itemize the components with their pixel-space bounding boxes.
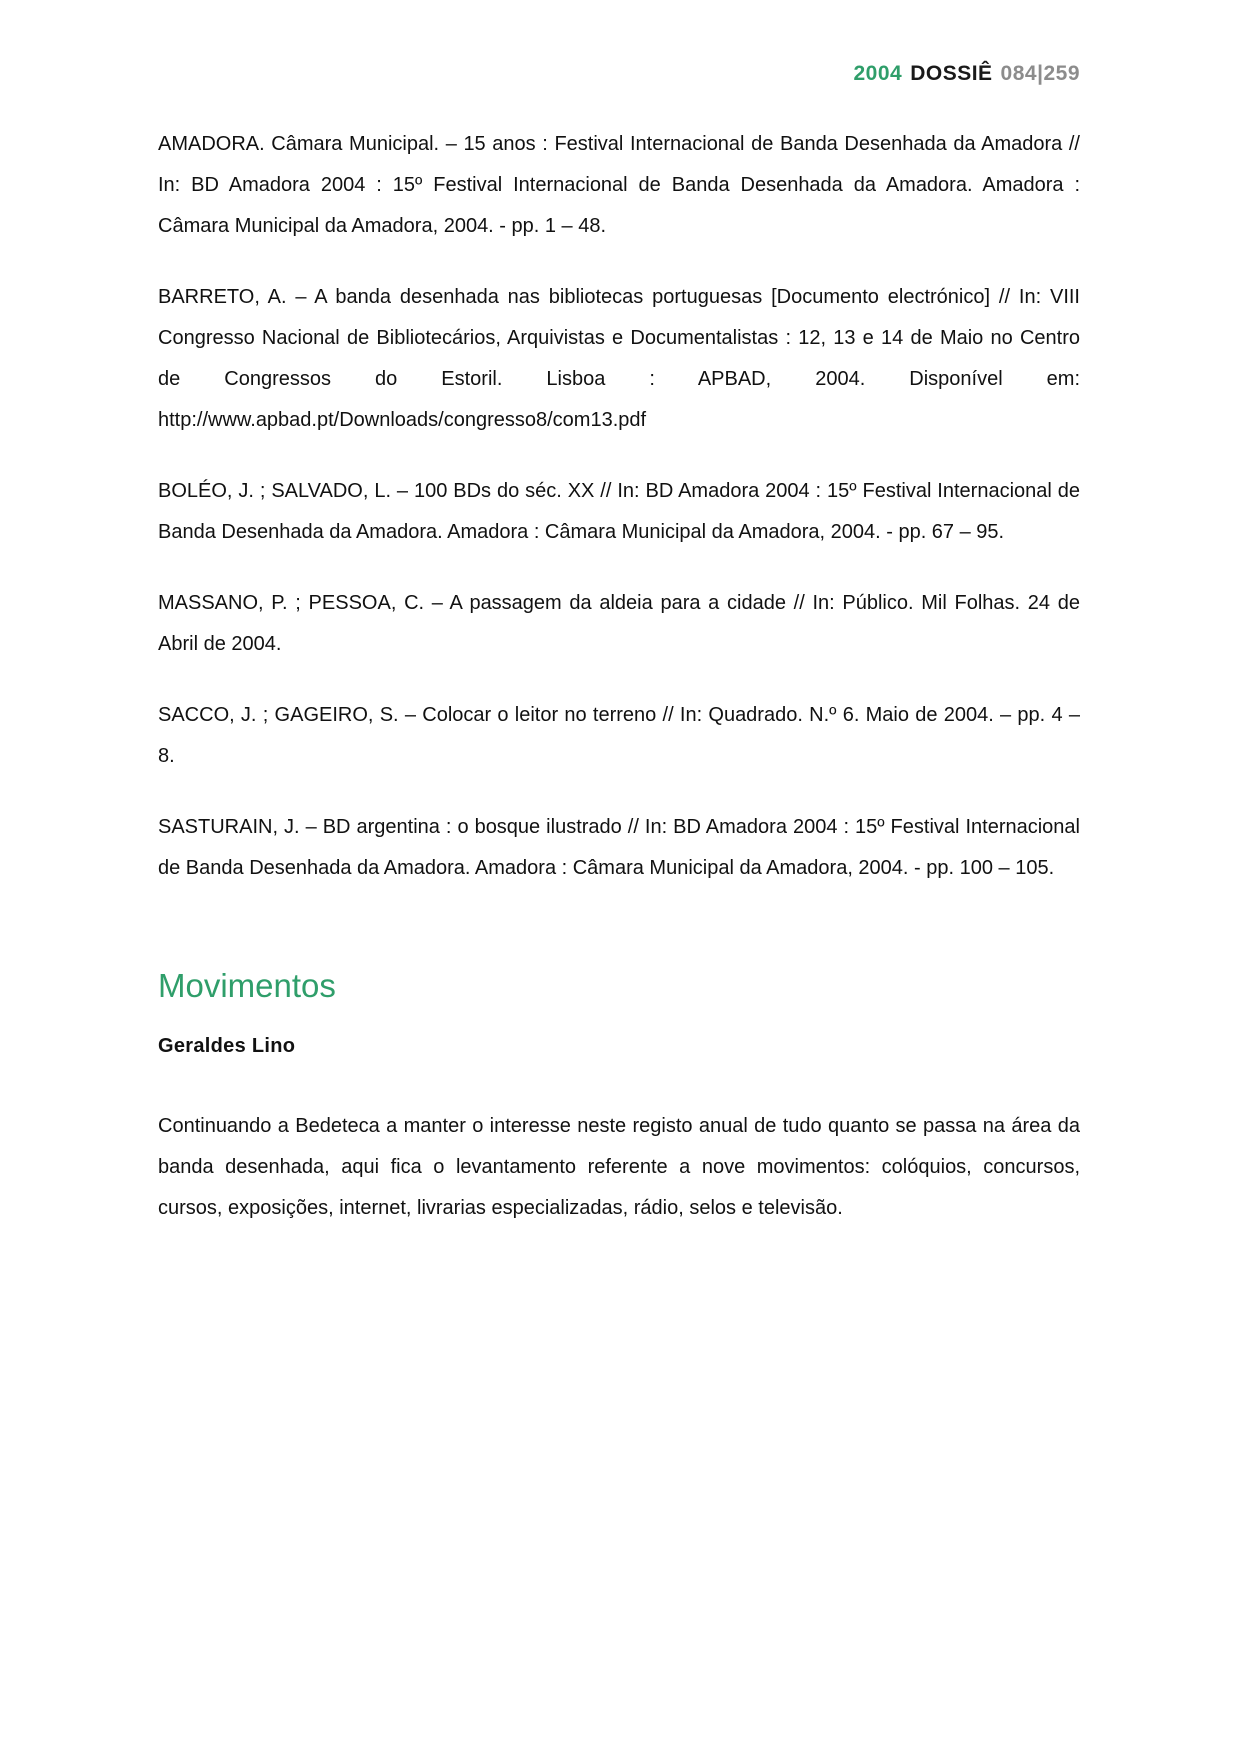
header-year: 2004 (853, 62, 903, 85)
header-title: DOSSIÊ (910, 62, 993, 85)
bibliography-entry: MASSANO, P. ; PESSOA, C. – A passagem da aldeia para a cidade // In: Público. Mil Folhas. 24 de Abril de 2004. (158, 592, 1080, 655)
bibliography-entry: BOLÉO, J. ; SALVADO, L. – 100 BDs do séc. XX // In: BD Amadora 2004 : 15º Festival Internacional de Banda Desenhada da Amadora. Amadora : Câmara Municipal da Amadora, 2004. - pp. 67 – 95. (158, 480, 1080, 543)
author-name: Geraldes Lino (158, 1035, 296, 1057)
bibliography-entry: SACCO, J. ; GAGEIRO, S. – Colocar o leitor no terreno // In: Quadrado. N.º 6. Maio de 2004. – pp. 4 – 8. (158, 704, 1080, 767)
bibliography-entry: SASTURAIN, J. – BD argentina : o bosque ilustrado // In: BD Amadora 2004 : 15º Festival Internacional de Banda Desenhada da Amadora. Amadora : Câmara Municipal da Amadora, 2004. - pp. 100 – 105. (158, 816, 1080, 879)
section-heading: Movimentos (158, 967, 336, 1004)
bibliography-entry: AMADORA. Câmara Municipal. – 15 anos : Festival Internacional de Banda Desenhada da Amadora // In: BD Amadora 2004 : 15º Festival Internacional de Banda Desenhada da Amadora. Amadora : Câmara Municipal da Amadora, 2004. - pp. 1 – 48. (158, 133, 1080, 237)
intro-paragraph: Continuando a Bedeteca a manter o interesse neste registo anual de tudo quanto se passa na área da banda desenhada, aqui fica o levantamento referente a nove movimentos: colóquios, concursos, cursos, exposições, internet, livrarias especializadas, rádio, selos e televisão. (158, 1115, 1080, 1219)
bibliography-entry: BARRETO, A. – A banda desenhada nas bibliotecas portuguesas [Documento electrónico] // In: VIII Congresso Nacional de Bibliotecários, Arquivistas e Documentalistas : 12, 13 e 14 de Maio no Centro de Congressos do Estoril. Lisboa : APBAD, 2004. Disponível em: http://www.apbad.pt/Downloads/congresso8/com13.pdf (158, 286, 1080, 431)
bibliography-list (158, 124, 1080, 889)
header-page-number: 084|259 (1000, 62, 1080, 85)
page-header (158, 62, 1080, 86)
